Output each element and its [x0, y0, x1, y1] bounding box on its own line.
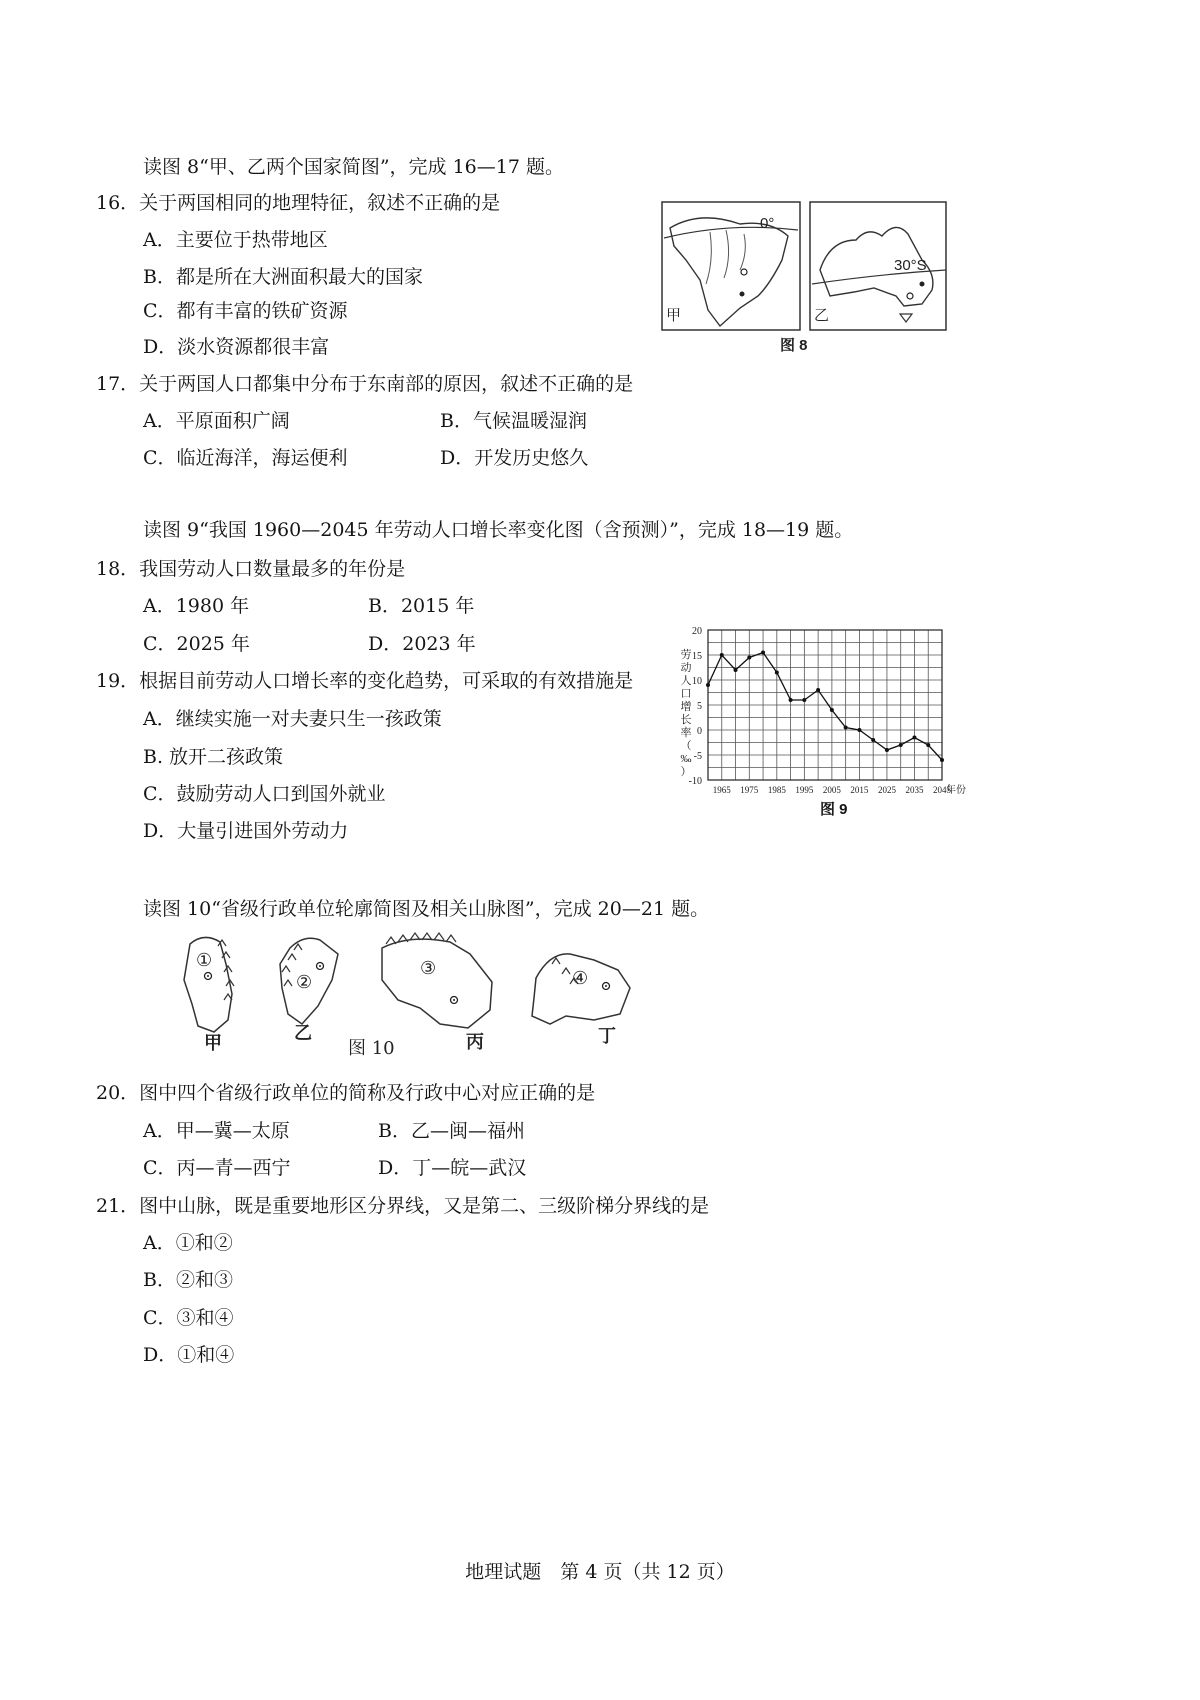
data-point: [844, 726, 848, 730]
y-tick-label: -10: [688, 776, 702, 787]
q19-option-d[interactable]: D．大量引进国外劳动力: [143, 820, 349, 842]
mark-1: ①: [196, 950, 213, 971]
y-axis-label-char: 人: [680, 675, 692, 687]
mark-2: ②: [296, 972, 313, 993]
mark-3: ③: [420, 958, 437, 979]
question-18: 18．我国劳动人口数量最多的年份是: [96, 558, 406, 580]
y-axis-label-char: 增: [680, 701, 692, 713]
data-point: [720, 653, 724, 657]
q16-option-b[interactable]: B．都是所在大洲面积最大的国家: [143, 266, 423, 288]
q17-option-d[interactable]: D．开发历史悠久: [440, 447, 589, 469]
q19-option-c[interactable]: C．鼓励劳动人口到国外就业: [143, 783, 386, 805]
y-tick-label: 0: [697, 726, 702, 737]
q17-option-a[interactable]: A．平原面积广阔: [143, 410, 290, 432]
x-tick-label: 2005: [822, 785, 841, 795]
data-point: [734, 668, 738, 672]
q17-option-b[interactable]: B．气候温暖湿润: [440, 410, 587, 432]
q16-option-c[interactable]: C．都有丰富的铁矿资源: [143, 300, 348, 322]
province-label-jia: 甲: [204, 1033, 222, 1054]
question-17: 17．关于两国人口都集中分布于东南部的原因，叙述不正确的是: [96, 373, 634, 395]
figure-8-caption: 图 8: [780, 337, 808, 354]
figure-8-label-right: 乙: [814, 308, 830, 324]
y-axis-label-char: 动: [680, 662, 692, 674]
province-outline-bing: [382, 939, 492, 1028]
data-point: [761, 651, 765, 655]
q18-option-d[interactable]: D．2023 年: [368, 633, 476, 655]
figure-10-caption: 图 10: [348, 1038, 395, 1059]
figure-10-province-maps: [170, 924, 650, 1059]
figure-8-latitude-label: 30°S: [894, 257, 927, 274]
page-footer: 地理试题 第 4 页（共 12 页）: [465, 1561, 735, 1583]
question-20: 20．图中四个省级行政单位的简称及行政中心对应正确的是: [96, 1082, 596, 1104]
y-tick-label: 10: [692, 676, 702, 687]
data-point: [802, 698, 806, 702]
question-21: 21．图中山脉，既是重要地形区分界线，又是第二、三级阶梯分界线的是: [96, 1195, 710, 1217]
x-tick-label: 1985: [767, 785, 786, 795]
q16-option-d[interactable]: D．淡水资源都很丰富: [143, 336, 330, 358]
q16-option-a[interactable]: A．主要位于热带地区: [143, 229, 328, 251]
y-axis-label-char: 长: [680, 714, 692, 726]
figure-8-label-left: 甲: [666, 308, 682, 324]
data-point: [940, 758, 944, 762]
figure-9-line-chart: [672, 622, 972, 822]
province-label-ding: 丁: [598, 1026, 616, 1047]
y-axis-label-char: ‰: [680, 753, 692, 765]
q18-option-a[interactable]: A．1980 年: [143, 595, 250, 617]
q18-option-c[interactable]: C．2025 年: [143, 633, 250, 655]
y-axis-label-char: ）: [680, 766, 692, 778]
data-point: [747, 656, 751, 660]
figure-9-caption: 图 9: [820, 801, 848, 818]
figure-10: [170, 924, 650, 1059]
data-point: [816, 688, 820, 692]
question-19: 19．根据目前劳动人口增长率的变化趋势，可采取的有效措施是: [96, 670, 634, 692]
q20-option-d[interactable]: D．丁—皖—武汉: [378, 1157, 527, 1179]
intro-fig9: 读图 9“我国 1960—2045 年劳动人口增长率变化图（含预测）”，完成 18—19 题。: [143, 519, 854, 541]
q17-option-c[interactable]: C．临近海洋，海运便利: [143, 447, 348, 469]
x-tick-label: 2015: [850, 785, 869, 795]
x-tick-label: 2035: [905, 785, 924, 795]
x-tick-label: 1965: [712, 785, 731, 795]
q20-option-c[interactable]: C．丙—青—西宁: [143, 1157, 291, 1179]
q21-option-b[interactable]: B．②和③: [143, 1269, 233, 1291]
figure-8-maps: [660, 200, 950, 360]
data-point: [706, 683, 710, 687]
data-point: [926, 743, 930, 747]
figure-9: [672, 622, 972, 822]
question-16: 16．关于两国相同的地理特征，叙述不正确的是: [96, 192, 501, 214]
mark-4: ④: [572, 968, 589, 989]
x-tick-label: 2045: [933, 785, 951, 795]
y-axis-label-char: 劳: [680, 649, 692, 661]
q19-option-b[interactable]: B. 放开二孩政策: [143, 746, 284, 768]
q21-option-d[interactable]: D．①和④: [143, 1344, 235, 1366]
series-line: [708, 653, 942, 761]
intro-fig10: 读图 10“省级行政单位轮廓简图及相关山脉图”，完成 20—21 题。: [143, 898, 710, 920]
data-point: [871, 738, 875, 742]
data-point: [830, 708, 834, 712]
q20-option-a[interactable]: A．甲—冀—太原: [143, 1120, 290, 1142]
q20-option-b[interactable]: B．乙—闽—福州: [378, 1120, 525, 1142]
q18-option-b[interactable]: B．2015 年: [368, 595, 475, 617]
intro-fig8: 读图 8“甲、乙两个国家简图”，完成 16—17 题。: [143, 156, 564, 178]
x-tick-label: 2025: [877, 785, 896, 795]
data-point: [857, 728, 861, 732]
y-axis-label-char: 率: [680, 727, 692, 739]
x-tick-label: 1975: [740, 785, 759, 795]
figure-8-equator-label: 0°: [760, 215, 775, 232]
province-label-yi: 乙: [294, 1023, 312, 1044]
data-point: [912, 736, 916, 740]
province-label-bing: 丙: [466, 1032, 484, 1053]
y-tick-label: -5: [693, 751, 702, 762]
q21-option-c[interactable]: C．③和④: [143, 1307, 234, 1329]
data-point: [899, 743, 903, 747]
y-tick-label: 5: [697, 701, 702, 712]
data-point: [775, 671, 779, 675]
x-axis-unit-label: 年份: [946, 785, 966, 796]
y-tick-label: 20: [692, 626, 702, 637]
y-axis-label-char: （: [680, 740, 692, 752]
y-tick-label: 15: [692, 651, 702, 662]
data-point: [789, 698, 793, 702]
data-point: [885, 748, 889, 752]
q21-option-a[interactable]: A．①和②: [143, 1232, 233, 1254]
q19-option-a[interactable]: A．继续实施一对夫妻只生一孩政策: [143, 708, 442, 730]
x-tick-label: 1995: [795, 785, 814, 795]
figure-8: [660, 200, 950, 360]
y-axis-label-char: 口: [680, 688, 692, 700]
